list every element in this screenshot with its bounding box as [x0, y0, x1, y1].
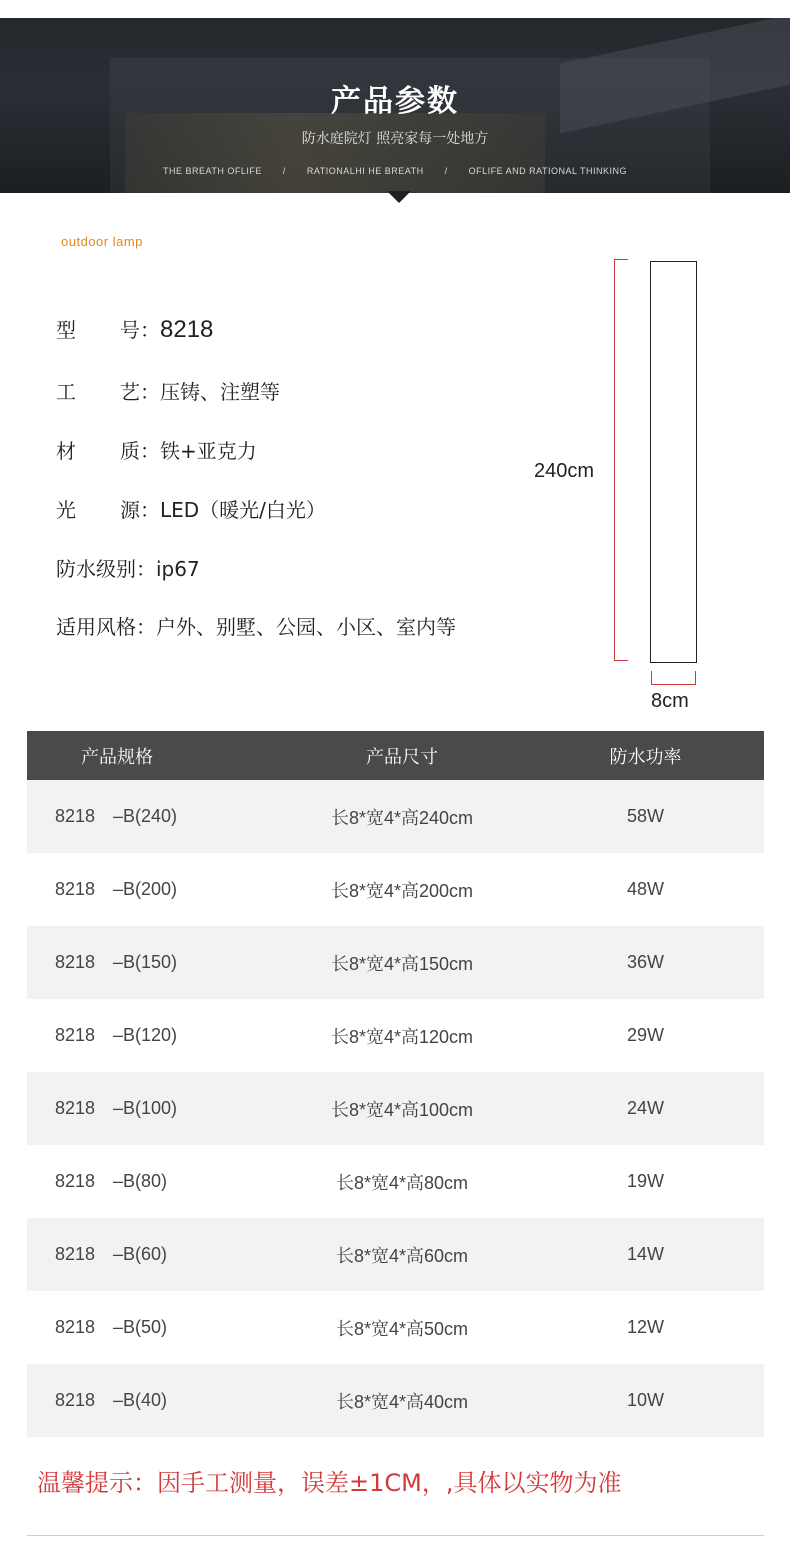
- spec-value: ip67: [156, 557, 200, 581]
- cell-power: 58W: [626, 806, 664, 826]
- cell-spec: [27, 1244, 227, 1265]
- spec-key: 防水级别：: [56, 557, 156, 581]
- spec-key: 工: [56, 380, 76, 404]
- cell-variant: –B(150): [113, 952, 178, 972]
- table-row: [27, 853, 764, 926]
- cell-size: 长8*宽4*高100cm: [330, 1099, 474, 1120]
- cell-variant: –B(240): [113, 806, 178, 826]
- page-subtitle: 防水庭院灯 照亮家每一处地方: [301, 131, 489, 147]
- cell-size: 长8*宽4*高40cm: [335, 1391, 469, 1412]
- cell-power: 24W: [626, 1098, 664, 1118]
- cell-code: 8218: [55, 1390, 96, 1410]
- cell-spec: [27, 1025, 227, 1046]
- cell-power: 19W: [626, 1171, 664, 1191]
- spec-key: 型: [56, 318, 76, 342]
- width-dimension-label: 8cm: [651, 690, 689, 712]
- cell-variant: –B(120): [113, 1025, 178, 1045]
- table-row: [27, 1072, 764, 1145]
- spec-table: [27, 731, 764, 1437]
- height-dimension-label: 240cm: [534, 460, 595, 482]
- table-row: [27, 1145, 764, 1218]
- cell-power: 14W: [626, 1244, 664, 1264]
- cell-size: 长8*宽4*高80cm: [335, 1172, 469, 1193]
- cell-spec: [27, 806, 227, 827]
- header-power: 防水功率: [609, 746, 682, 768]
- spec-style: [56, 611, 456, 640]
- cell-code: 8218: [55, 1025, 96, 1045]
- spec-value: 户外、别墅、公园、小区、室内等: [156, 615, 456, 639]
- header-spec: 产品规格: [81, 746, 153, 768]
- spec-model: [56, 314, 213, 344]
- cell-power: 29W: [626, 1025, 664, 1045]
- spec-key: 源：: [120, 498, 160, 522]
- header-banner: [0, 18, 790, 193]
- cell-code: 8218: [55, 1317, 96, 1337]
- cell-variant: –B(60): [113, 1244, 168, 1264]
- cell-spec: [27, 879, 227, 900]
- cell-spec: [27, 1317, 227, 1338]
- table-row: [27, 780, 764, 853]
- lamp-outline: [650, 261, 697, 663]
- table-row: [27, 1364, 764, 1437]
- spec-key: 适用风格：: [56, 615, 156, 639]
- tagline-separator: /: [444, 166, 448, 176]
- cell-code: 8218: [55, 1244, 96, 1264]
- cell-spec: [27, 952, 227, 973]
- cell-power: 36W: [626, 952, 664, 972]
- cell-spec: [27, 1390, 227, 1411]
- page-title: 产品参数: [331, 84, 459, 119]
- cell-code: 8218: [55, 1098, 96, 1118]
- banner-window-shape: [125, 113, 545, 193]
- spec-value: 压铸、注塑等: [160, 380, 280, 404]
- spec-waterproof: [56, 553, 200, 582]
- notice-text: 温馨提示：因手工测量，误差±1CM，,具体以实物为准: [37, 1469, 622, 1497]
- tagline-separator: /: [282, 166, 286, 176]
- height-dimension-bracket: [614, 259, 628, 661]
- cell-code: 8218: [55, 879, 96, 899]
- cell-size: 长8*宽4*高240cm: [330, 807, 474, 828]
- width-dimension-bracket: [651, 671, 696, 685]
- table-header: [27, 731, 764, 780]
- cell-code: 8218: [55, 1171, 96, 1191]
- banner-notch: [387, 191, 411, 203]
- tagline-part: RATIONALHI HE BREATH: [306, 166, 424, 176]
- cell-code: 8218: [55, 952, 96, 972]
- cell-variant: –B(200): [113, 879, 178, 899]
- cell-size: 长8*宽4*高60cm: [335, 1245, 469, 1266]
- cell-power: 48W: [626, 879, 664, 899]
- spec-key: 质：: [120, 439, 160, 463]
- spec-value: 8218: [160, 316, 214, 343]
- table-row: [27, 926, 764, 999]
- spec-material: [56, 435, 257, 464]
- cell-power: 10W: [626, 1390, 664, 1410]
- cell-variant: –B(40): [113, 1390, 168, 1410]
- section-label: outdoor lamp: [61, 234, 143, 249]
- table-row: [27, 1291, 764, 1364]
- tagline-part: THE BREATH OFLIFE: [163, 166, 262, 176]
- cell-size: 长8*宽4*高150cm: [330, 953, 474, 974]
- spec-key: 号：: [120, 318, 160, 342]
- cell-variant: –B(100): [113, 1098, 178, 1118]
- spec-process: [56, 376, 280, 405]
- spec-key: 材: [56, 439, 76, 463]
- spec-value: 铁+亚克力: [160, 439, 257, 463]
- spec-value: LED（暖光/白光）: [160, 498, 326, 522]
- table-row: [27, 1218, 764, 1291]
- spec-key: 光: [56, 498, 76, 522]
- header-size: 产品尺寸: [366, 746, 438, 768]
- table-row: [27, 999, 764, 1072]
- bottom-divider: [27, 1535, 764, 1536]
- banner-tagline: [0, 166, 790, 176]
- cell-variant: –B(80): [113, 1171, 168, 1191]
- cell-size: 长8*宽4*高50cm: [335, 1318, 469, 1339]
- cell-spec: [27, 1098, 227, 1119]
- cell-size: 长8*宽4*高200cm: [330, 880, 474, 901]
- spec-key: 艺：: [120, 380, 160, 404]
- cell-size: 长8*宽4*高120cm: [330, 1026, 474, 1047]
- cell-code: 8218: [55, 806, 96, 826]
- cell-variant: –B(50): [113, 1317, 168, 1337]
- cell-power: 12W: [626, 1317, 664, 1337]
- cell-spec: [27, 1171, 227, 1192]
- spec-light-source: [56, 494, 326, 523]
- tagline-part: OFLIFE AND RATIONAL THINKING: [468, 166, 627, 176]
